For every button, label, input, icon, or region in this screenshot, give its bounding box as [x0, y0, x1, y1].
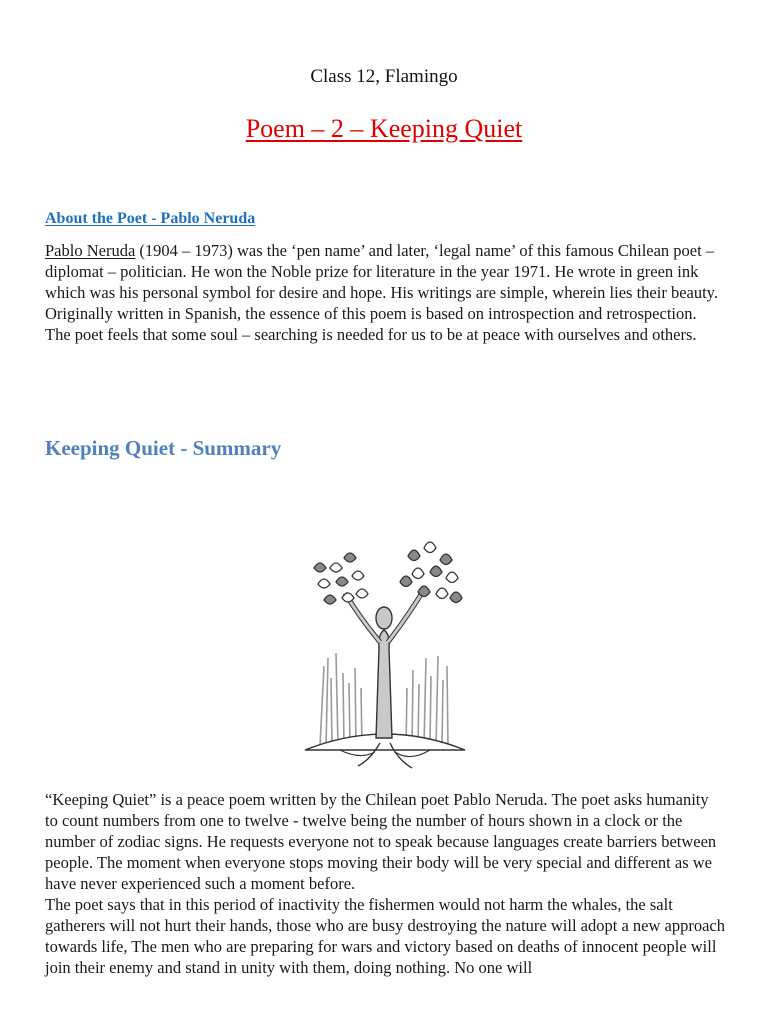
summary-paragraph-2: The poet says that in this period of inactivity the fishermen would not harm the whales, the salt gatherers will not hurt their hands, those who are busy destroying the nature will adopt a new approach towards life, The men who are preparing for wars and victory based on deaths of innocent people will join their enemy and stand in unity with them, doing nothing. No one will	[45, 895, 725, 977]
about-paragraph-1-text: (1904 – 1973) was the ‘pen name’ and later, ‘legal name’ of this famous Chilean poet – diplomat – politician. He won the Noble prize for literature in the year 1971. He wrote in green ink which was his personal symbol for desire and hope. His writings are simple, wherein lies their beauty.	[45, 241, 718, 302]
leaves-right-icon	[400, 542, 462, 603]
summary-heading: Keeping Quiet - Summary	[45, 436, 282, 460]
class-title: Class 12, Flamingo	[310, 66, 458, 87]
poet-name-link[interactable]: Pablo Neruda	[45, 241, 136, 260]
tree-figure-illustration	[300, 538, 470, 773]
summary-section	[45, 789, 725, 978]
poem-title: Poem – 2 – Keeping Quiet	[245, 114, 523, 143]
about-paragraph-2: Originally written in Spanish, the essence of this poem is based on introspection and retrospection. The poet feels that some soul – searching is needed for us to be at peace with ourselves and others.	[45, 304, 697, 344]
about-poet-heading[interactable]: About the Poet - Pablo Neruda	[45, 210, 256, 227]
about-poet-section	[45, 240, 725, 345]
summary-paragraph-1: “Keeping Quiet” is a peace poem written by the Chilean poet Pablo Neruda. The poet asks humanity to count numbers from one to twelve - twelve being the number of hours shown in a clock or the number of zodiac signs. He requests everyone not to speak because languages create barriers between people. The moment when everyone stops moving their body will be very special and different as we have never experienced such a moment before.	[45, 790, 717, 893]
leaves-left-icon	[314, 553, 368, 604]
about-paragraph-1	[45, 240, 725, 303]
